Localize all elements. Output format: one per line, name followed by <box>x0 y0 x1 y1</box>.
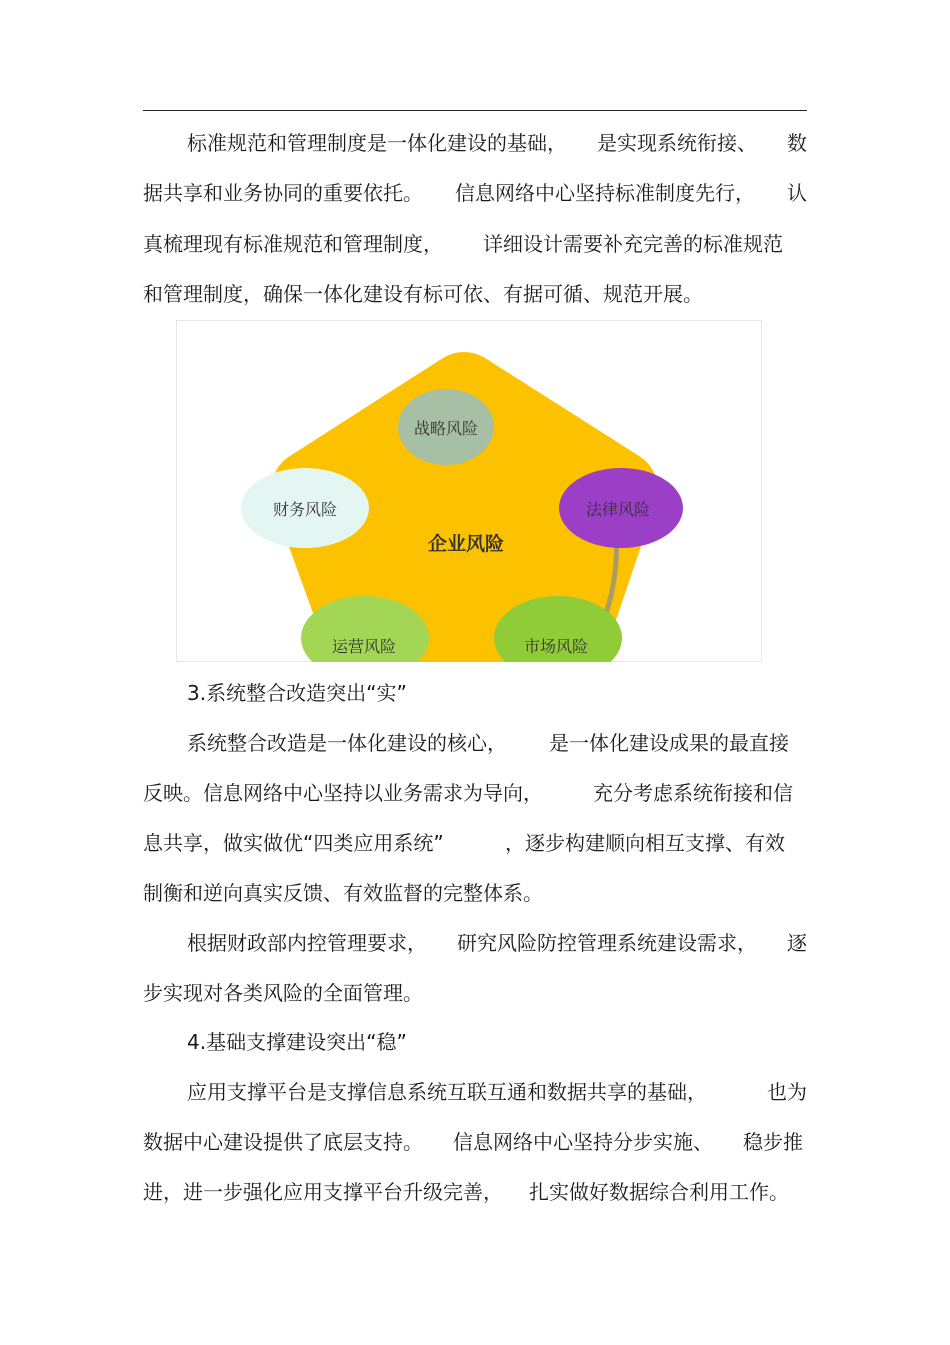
paragraph-1-line-4: 和管理制度，确保一体化建设有标可依、有据可循、规范开展。 <box>143 282 703 306</box>
paragraph-2-line-2 <box>143 778 793 808</box>
text-segment: 数 <box>787 131 807 155</box>
text-segment: 反映。信息网络中心坚持以业务需求为导向， <box>143 781 543 805</box>
text-segment: 系统整合改造是一体化建设的核心， <box>187 731 507 755</box>
text-segment: 数据中心建设提供了底层支持。 <box>143 1130 423 1154</box>
paragraph-1-line-1 <box>187 128 807 158</box>
risk-diagram <box>176 320 762 662</box>
text-segment: 逐 <box>787 931 807 955</box>
paragraph-1-line-3 <box>143 229 783 259</box>
text-segment: 标准规范和管理制度是一体化建设的基础， <box>187 131 567 155</box>
center-label: 企业风险 <box>427 533 505 555</box>
text-segment: 扎实做好数据综合利用工作。 <box>529 1180 789 1204</box>
paragraph-2-line-4: 制衡和逆向真实反馈、有效监督的完整体系。 <box>143 881 543 905</box>
text-segment: 据共享和业务协同的重要依托。 <box>143 181 423 205</box>
paragraph-2-line-1 <box>187 728 789 758</box>
text-segment: ，逐步构建顺向相互支撑、有效 <box>505 831 785 855</box>
text-segment: 根据财政部内控管理要求， <box>187 931 427 955</box>
section-3-heading: 3.系统整合改造突出“实” <box>187 681 407 705</box>
text-segment: 详细设计需要补充完善的标准规范 <box>483 232 783 256</box>
section-4-heading: 4.基础支撑建设突出“稳” <box>187 1030 407 1054</box>
paragraph-4-line-3 <box>143 1177 789 1207</box>
paragraph-2-line-3 <box>143 828 785 858</box>
finance-risk-label: 财务风险 <box>272 500 338 519</box>
paragraph-4-line-1 <box>187 1077 807 1107</box>
paragraph-3-line-2: 步实现对各类风险的全面管理。 <box>143 981 423 1005</box>
operation-risk-label: 运营风险 <box>331 637 397 656</box>
market-risk-label: 市场风险 <box>523 637 589 656</box>
paragraph-4-line-2 <box>143 1127 803 1157</box>
text-segment: 稳步推 <box>743 1130 803 1154</box>
text-segment: 认 <box>787 181 807 205</box>
paragraph-1-line-2 <box>143 178 807 208</box>
text-segment: 应用支撑平台是支撑信息系统互联互通和数据共享的基础， <box>187 1080 707 1104</box>
text-segment: 是一体化建设成果的最直接 <box>549 731 789 755</box>
paragraph-3-line-1 <box>187 928 807 958</box>
text-segment: 信息网络中心坚持标准制度先行， <box>455 181 755 205</box>
strategy-risk-label: 战略风险 <box>413 419 479 438</box>
text-segment: 研究风险防控管理系统建设需求， <box>457 931 757 955</box>
header-rule <box>143 110 807 111</box>
text-segment: 信息网络中心坚持分步实施、 <box>453 1130 713 1154</box>
legal-risk-label: 法律风险 <box>585 500 651 519</box>
text-segment: 是实现系统衔接、 <box>597 131 757 155</box>
text-segment: 充分考虑系统衔接和信 <box>593 781 793 805</box>
text-segment: 也为 <box>767 1080 807 1104</box>
text-segment: 息共享，做实做优“四类应用系统” <box>143 831 444 855</box>
text-segment: 真梳理现有标准规范和管理制度， <box>143 232 443 256</box>
text-segment: 进，进一步强化应用支撑平台升级完善， <box>143 1180 503 1204</box>
